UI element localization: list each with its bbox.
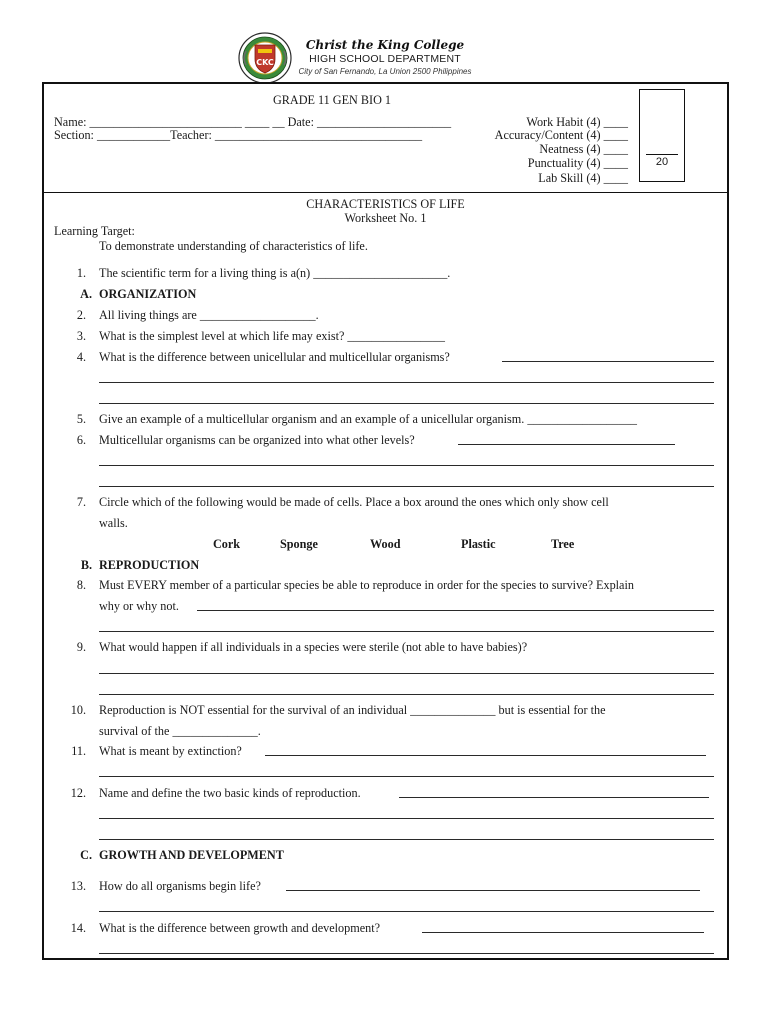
question-6: Multicellular organisms can be organized into what other levels? xyxy=(99,433,415,447)
section-letter: B. xyxy=(80,558,92,572)
school-name: Christ the King College xyxy=(305,38,465,52)
question-number: 4. xyxy=(76,350,86,364)
learning-target-label: Learning Target: xyxy=(54,224,135,238)
section-c-title: GROWTH AND DEVELOPMENT xyxy=(99,848,284,862)
svg-text:CKC: CKC xyxy=(256,58,274,67)
answer-line[interactable] xyxy=(99,382,714,383)
question-8-line-2: why or why not. xyxy=(99,599,179,613)
question-number: 14. xyxy=(70,921,86,935)
answer-line[interactable] xyxy=(99,776,714,777)
section-letter: C. xyxy=(80,848,92,862)
criterion-accuracy: Accuracy/Content (4) ____ xyxy=(494,128,628,142)
name-date-field[interactable]: Name: _________________________ ____ __ Date: ______________________ xyxy=(54,115,452,129)
answer-line[interactable] xyxy=(286,890,700,891)
question-number: 13. xyxy=(70,879,86,893)
answer-line[interactable] xyxy=(99,465,714,466)
answer-line[interactable] xyxy=(99,486,714,487)
question-13: How do all organisms begin life? xyxy=(99,879,261,893)
choice-wood[interactable]: Wood xyxy=(370,537,401,551)
question-number: 7. xyxy=(76,495,86,509)
choice-sponge[interactable]: Sponge xyxy=(280,537,318,551)
section-teacher-field[interactable]: Section: ____________Teacher: __________________________________ xyxy=(54,128,423,142)
question-number: 8. xyxy=(76,578,86,592)
question-12: Name and define the two basic kinds of reproduction. xyxy=(99,786,361,800)
question-2: All living things are ___________________. xyxy=(99,308,319,322)
question-4: What is the difference between unicellular and multicellular organisms? xyxy=(99,350,450,364)
question-1: The scientific term for a living thing is a(n) ______________________. xyxy=(99,266,451,280)
subject-title: GRADE 11 GEN BIO 1 xyxy=(272,93,392,107)
score-line xyxy=(646,154,678,155)
department-name: HIGH SCHOOL DEPARTMENT xyxy=(309,53,461,65)
question-14: What is the difference between growth and development? xyxy=(99,921,380,935)
choice-plastic[interactable]: Plastic xyxy=(461,537,496,551)
question-number: 1. xyxy=(76,266,86,280)
answer-line[interactable] xyxy=(99,953,714,954)
section-a-title: ORGANIZATION xyxy=(99,287,197,301)
answer-line[interactable] xyxy=(99,818,714,819)
question-7-line-2: walls. xyxy=(99,516,128,530)
answer-line[interactable] xyxy=(99,673,714,674)
question-8-line-1: Must EVERY member of a particular species be able to reproduce in order for the species to survive? Explain xyxy=(99,578,634,592)
question-number: 3. xyxy=(76,329,86,343)
question-7-line-1: Circle which of the following would be made of cells. Place a box around the ones which only show cell xyxy=(99,495,609,509)
answer-line[interactable] xyxy=(399,797,709,798)
question-number: 11. xyxy=(71,744,86,758)
criterion-neatness: Neatness (4) ____ xyxy=(539,142,628,156)
criterion-lab-skill: Lab Skill (4) ____ xyxy=(538,171,628,185)
question-number: 6. xyxy=(76,433,86,447)
answer-line[interactable] xyxy=(422,932,704,933)
question-10-line-2: survival of the ______________. xyxy=(99,724,261,738)
answer-line[interactable] xyxy=(99,694,714,695)
question-3: What is the simplest level at which life may exist? ________________ xyxy=(99,329,445,343)
worksheet-subtitle: Worksheet No. 1 xyxy=(344,211,427,225)
question-9: What would happen if all individuals in a species were sterile (not able to have babies)? xyxy=(99,640,528,654)
score-box xyxy=(639,89,685,182)
answer-line[interactable] xyxy=(99,403,714,404)
question-10-line-1: Reproduction is NOT essential for the survival of an individual ______________ but is essential for the xyxy=(99,703,606,717)
question-5: Give an example of a multicellular organism and an example of a unicellular organism. __________________ xyxy=(99,412,638,426)
worksheet-title: CHARACTERISTICS OF LIFE xyxy=(306,197,465,211)
total-score: 20 xyxy=(655,156,669,168)
criterion-punctuality: Punctuality (4) ____ xyxy=(527,156,628,170)
question-number: 2. xyxy=(76,308,86,322)
answer-line[interactable] xyxy=(458,444,675,445)
answer-line[interactable] xyxy=(265,755,706,756)
choice-tree[interactable]: Tree xyxy=(551,537,575,551)
learning-target-text: To demonstrate understanding of characteristics of life. xyxy=(99,239,368,253)
answer-line[interactable] xyxy=(99,839,714,840)
section-letter: A. xyxy=(80,287,92,301)
criterion-work-habit: Work Habit (4) ____ xyxy=(526,115,628,129)
question-number: 9. xyxy=(76,640,86,654)
answer-line[interactable] xyxy=(197,610,714,611)
school-seal-icon xyxy=(238,31,292,85)
choice-cork[interactable]: Cork xyxy=(213,537,241,551)
answer-line[interactable] xyxy=(99,631,714,632)
question-number: 5. xyxy=(76,412,86,426)
question-11: What is meant by extinction? xyxy=(99,744,242,758)
question-number: 10. xyxy=(70,703,86,717)
school-address: City of San Fernando, La Union 2500 Philippines xyxy=(298,67,472,76)
header-divider xyxy=(42,192,729,193)
section-b-title: REPRODUCTION xyxy=(99,558,200,572)
answer-line[interactable] xyxy=(99,911,714,912)
question-number: 12. xyxy=(70,786,86,800)
answer-line[interactable] xyxy=(502,361,714,362)
